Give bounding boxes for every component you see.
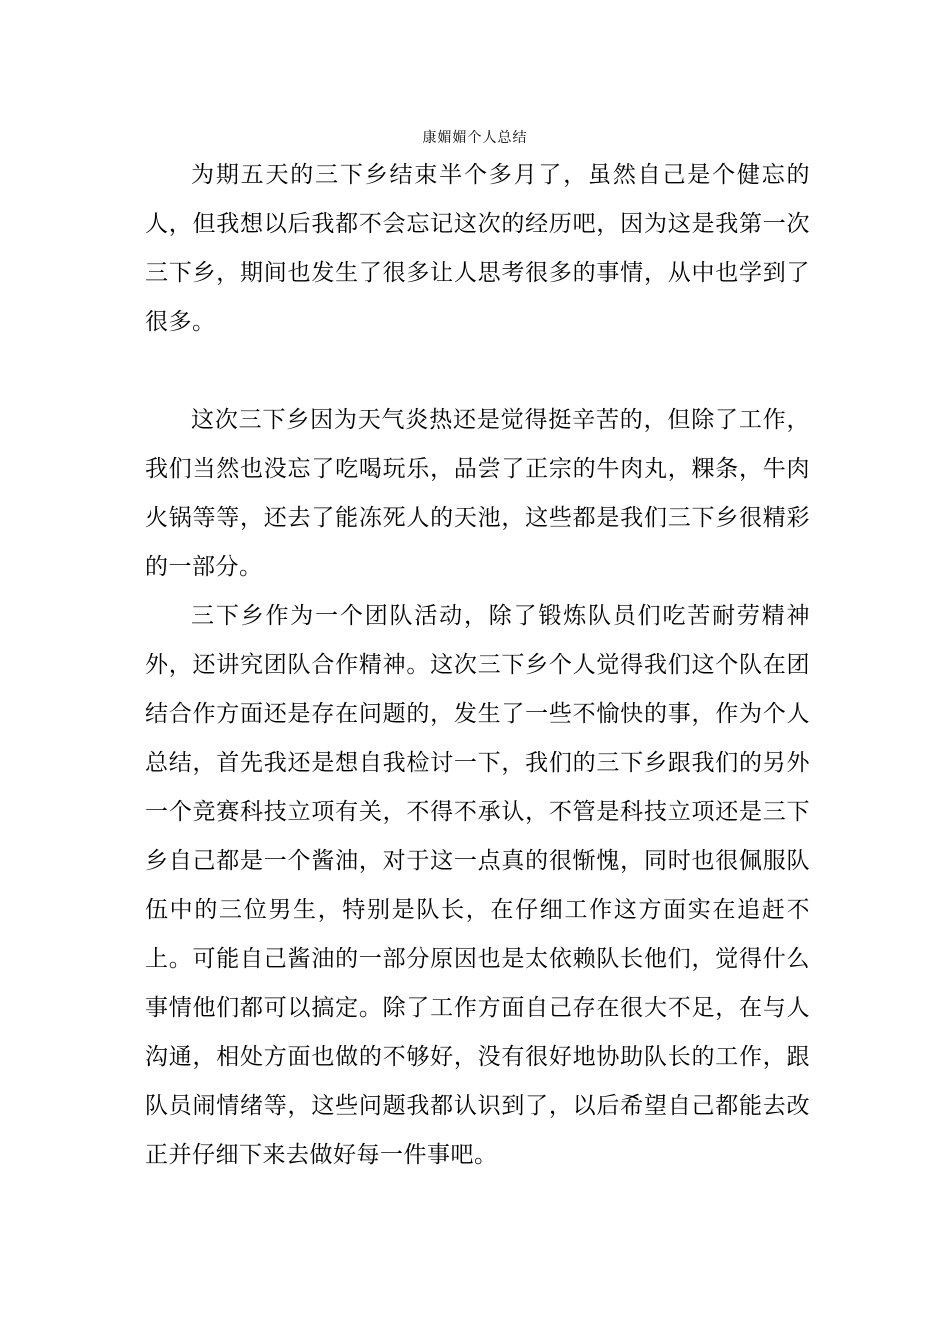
- paragraph-1: 为期五天的三下乡结束半个多月了，虽然自己是个健忘的人，但我想以后我都不会忘记这次的经历吧，因为这是我第一次三下乡，期间也发生了很多让人思考很多的事情，从中也学到了很多。: [145, 162, 810, 335]
- document-body: [145, 151, 810, 1180]
- paragraph-2: 这次三下乡因为天气炎热还是觉得挺辛苦的，但除了工作，我们当然也没忘了吃喝玩乐，品尝了正宗的牛肉丸，粿条，牛肉火锅等等，还去了能冻死人的天池，这些都是我们三下乡很精彩的一部分。: [145, 407, 810, 580]
- document-title: 康媚媚个人总结: [422, 130, 528, 146]
- paragraph-3: 三下乡作为一个团队活动，除了锻炼队员们吃苦耐劳精神外，还讲究团队合作精神。这次三下乡个人觉得我们这个队在团结合作方面还是存在问题的，发生了一些不愉快的事，作为个人总结，首先我还是想自我检讨一下，我们的三下乡跟我们的另外一个竞赛科技立项有关，不得不承认，不管是科技立项还是三下乡自己都是一个酱油，对于这一点真的很惭愧，同时也很佩服队伍中的三位男生，特别是队长，在仔细工作这方面实在追赶不上。可能自己酱油的一部分原因也是太依赖队长他们，觉得什么事情他们都可以搞定。除了工作方面自己存在很大不足，在与人沟通，相处方面也做的不够好，没有很好地协助队长的工作，跟队员闹情绪等，这些问题我都认识到了，以后希望自己都能去改正并仔细下来去做好每一件事吧。: [145, 603, 810, 1168]
